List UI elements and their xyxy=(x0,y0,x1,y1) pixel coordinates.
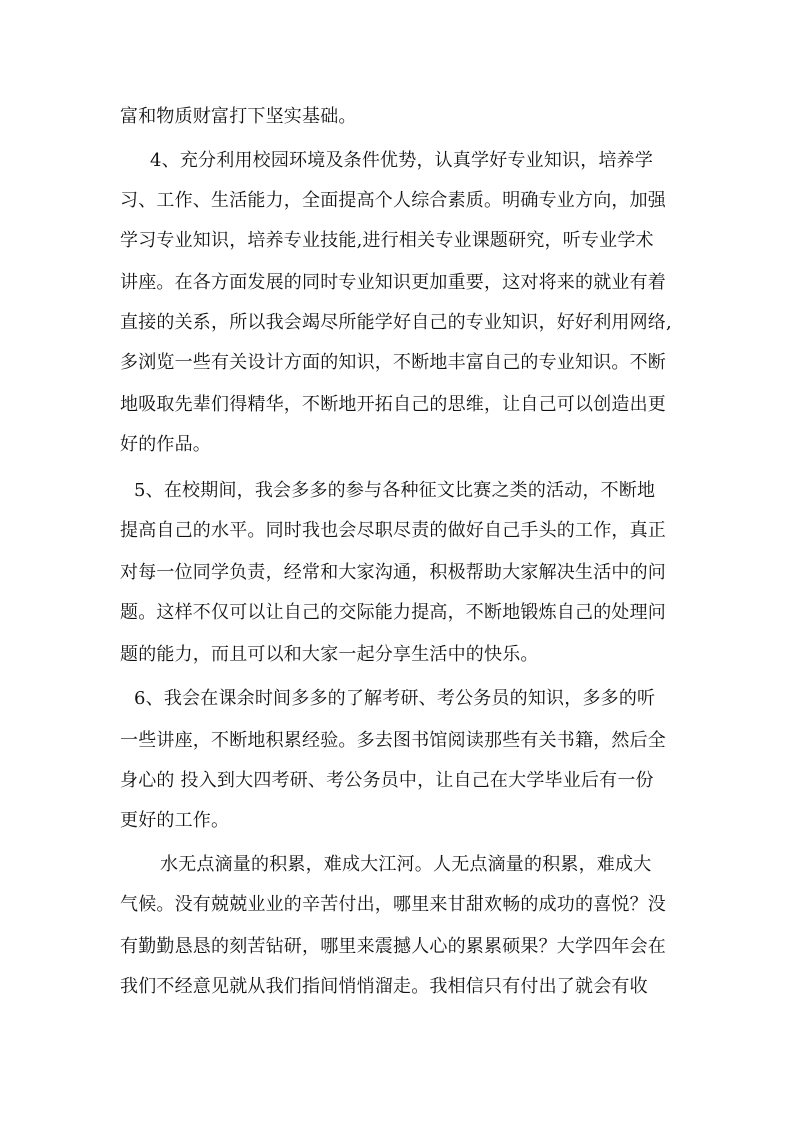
text-line: 直接的关系，所以我会竭尽所能学好自己的专业知识，好好利用网络, xyxy=(120,312,672,333)
text-line: 身心的 投入到大四考研、考公务员中，让自己在大学毕业后有一份 xyxy=(120,770,654,791)
text-line: 5、在校期间，我会多多的参与各种征文比赛之类的活动，不断地 xyxy=(134,480,656,501)
text-line: 地吸取先辈们得精华，不断地开拓自己的思维，让自己可以创造出更 xyxy=(120,394,666,415)
text-line: 对每一位同学负责，经常和大家沟通，积极帮助大家解决生活中的问 xyxy=(120,562,666,583)
text-line: 提高自己的水平。同时我也会尽职尽责的做好自己手头的工作，真正 xyxy=(120,520,666,541)
text-line: 多浏览一些有关设计方面的知识，不断地丰富自己的专业知识。不断 xyxy=(120,352,666,373)
text-line: 6、我会在课余时间多多的了解考研、考公务员的知识，多多的听 xyxy=(134,688,656,709)
text-line: 我们不经意见就从我们指间悄悄溜走。我相信只有付出了就会有收 xyxy=(120,976,648,997)
text-line: 气候。没有兢兢业业的辛苦付出，哪里来甘甜欢畅的成功的喜悦？没 xyxy=(120,894,666,915)
text-line: 一些讲座，不断地积累经验。多去图书馆阅读那些有关书籍，然后全 xyxy=(120,730,666,751)
text-line: 讲座。在各方面发展的同时专业知识更加重要，这对将来的就业有着 xyxy=(120,272,666,293)
text-line: 习、工作、生活能力，全面提高个人综合素质。明确专业方向，加强 xyxy=(120,190,666,211)
text-line: 更好的工作。 xyxy=(120,810,230,831)
text-line: 富和物质财富打下坚实基础。 xyxy=(120,106,357,127)
text-line: 学习专业知识，培养专业技能,进行相关专业课题研究，听专业学术 xyxy=(120,230,654,251)
text-line: 题。这样不仅可以让自己的交际能力提高，不断地锻炼自己的处理问 xyxy=(120,602,666,623)
text-line: 好的作品。 xyxy=(120,434,211,455)
text-line: 4、充分利用校园环境及条件优势，认真学好专业知识，培养学 xyxy=(150,150,654,171)
text-line: 水无点滴量的积累，难成大江河。人无点滴量的积累，难成大 xyxy=(160,854,652,875)
text-line: 有勤勤恳恳的刻苦钻研，哪里来震撼人心的累累硕果？大学四年会在 xyxy=(120,936,666,957)
text-line: 题的能力，而且可以和大家一起分享生活中的快乐。 xyxy=(120,644,539,665)
